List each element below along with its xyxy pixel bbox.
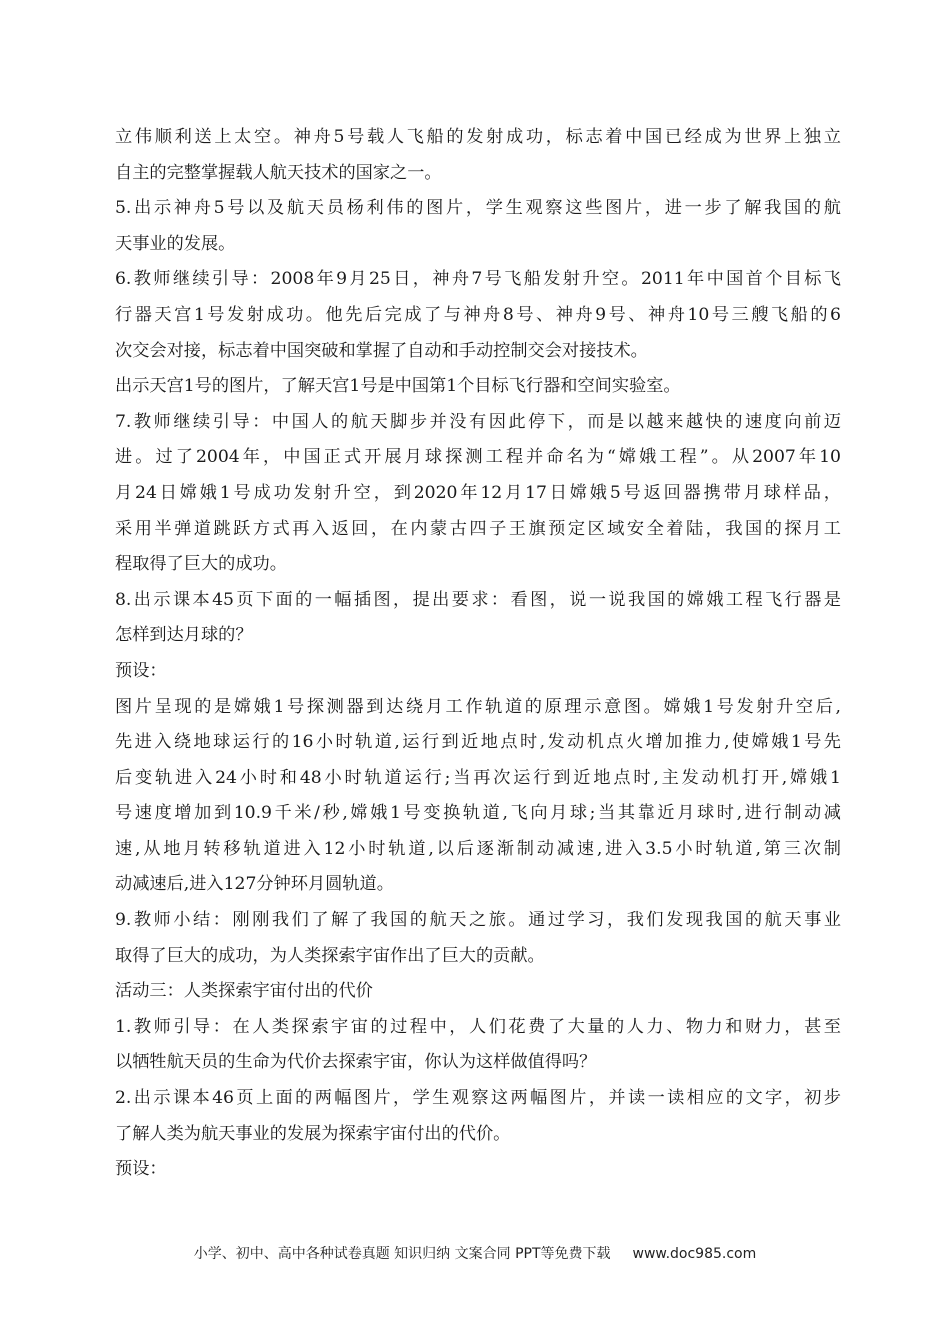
text-line: 先进入绕地球运行的16小时轨道,运行到近地点时,发动机点火增加推力,使嫦娥1号先 xyxy=(115,732,841,753)
text-line: 速,从地月转移轨道进入12小时轨道,以后逐渐制动减速,进入3.5小时轨道,第三次制 xyxy=(115,838,841,859)
text-line: 出示天宫1号的图片，了解天宫1号是中国第1个目标飞行器和空间实验室。 xyxy=(115,376,681,397)
text-line: 号速度增加到10.9千米/秒,嫦娥1号变换轨道,飞向月球;当其靠近月球时,进行制动减 xyxy=(115,803,841,824)
text-line: 预设： xyxy=(115,1159,167,1180)
text-line: 了解人类为航天事业的发展为探索宇宙付出的代价。 xyxy=(115,1123,511,1144)
text-line: 8.出示课本45页下面的一幅插图，提出要求：看图，说一说我国的嫦娥工程飞行器是 xyxy=(115,589,841,610)
text-line: 程取得了巨大的成功。 xyxy=(115,554,287,575)
text-line: 后变轨进入24小时和48小时轨道运行;当再次运行到近地点时,主发动机打开,嫦娥1 xyxy=(115,767,841,788)
document-body xyxy=(115,120,841,1188)
text-line: 1.教师引导：在人类探索宇宙的过程中，人们花费了大量的人力、物力和财力，甚至 xyxy=(115,1016,841,1037)
text-line: 7.教师继续引导：中国人的航天脚步并没有因此停下，而是以越来越快的速度向前迈 xyxy=(115,411,841,432)
text-line: 5.出示神舟5号以及航天员杨利伟的图片，学生观察这些图片，进一步了解我国的航 xyxy=(115,198,841,219)
footer-text: 小学、初中、高中各种试卷真题 知识归纳 文案合同 PPT等免费下载 xyxy=(193,1246,611,1262)
text-line: 活动三：人类探索宇宙付出的代价 xyxy=(115,981,373,1002)
text-line: 月24日嫦娥1号成功发射升空，到2020年12月17日嫦娥5号返回器携带月球样品， xyxy=(115,482,841,503)
text-line: 2.出示课本46页上面的两幅图片，学生观察这两幅图片，并读一读相应的文字，初步 xyxy=(115,1088,841,1109)
text-line: 6.教师继续引导：2008年9月25日，神舟7号飞船发射升空。2011年中国首个目标飞 xyxy=(115,269,841,290)
footer-url[interactable]: www.doc985.com xyxy=(632,1246,757,1262)
text-line: 采用半弹道跳跃方式再入返回，在内蒙古四子王旗预定区域安全着陆，我国的探月工 xyxy=(115,518,841,539)
text-line: 次交会对接，标志着中国突破和掌握了自动和手动控制交会对接技术。 xyxy=(115,340,648,361)
text-line: 立伟顺利送上太空。神舟5号载人飞船的发射成功，标志着中国已经成为世界上独立 xyxy=(115,127,841,147)
text-line: 行器天宫1号发射成功。他先后完成了与神舟8号、神舟9号、神舟10号三艘飞船的6 xyxy=(115,304,841,325)
text-line: 进。过了2004年，中国正式开展月球探测工程并命名为“嫦娥工程”。从2007年10 xyxy=(115,447,841,468)
text-line: 预设： xyxy=(115,660,167,681)
text-line: 自主的完整掌握载人航天技术的国家之一。 xyxy=(115,162,442,183)
text-line: 天事业的发展。 xyxy=(115,233,236,254)
text-line: 9.教师小结：刚刚我们了解了我国的航天之旅。通过学习，我们发现我国的航天事业 xyxy=(115,910,841,931)
text-line: 取得了巨大的成功，为人类探索宇宙作出了巨大的贡献。 xyxy=(115,945,545,966)
text-line: 怎样到达月球的？ xyxy=(115,625,253,646)
text-line: 动减速后,进入127分钟环月圆轨道。 xyxy=(115,874,394,895)
text-line: 图片呈现的是嫦娥1号探测器到达绕月工作轨道的原理示意图。嫦娥1号发射升空后, xyxy=(115,696,841,717)
text-line: 以牺牲航天员的生命为代价去探索宇宙，你认为这样做值得吗？ xyxy=(115,1052,597,1073)
page-footer xyxy=(0,1243,950,1263)
